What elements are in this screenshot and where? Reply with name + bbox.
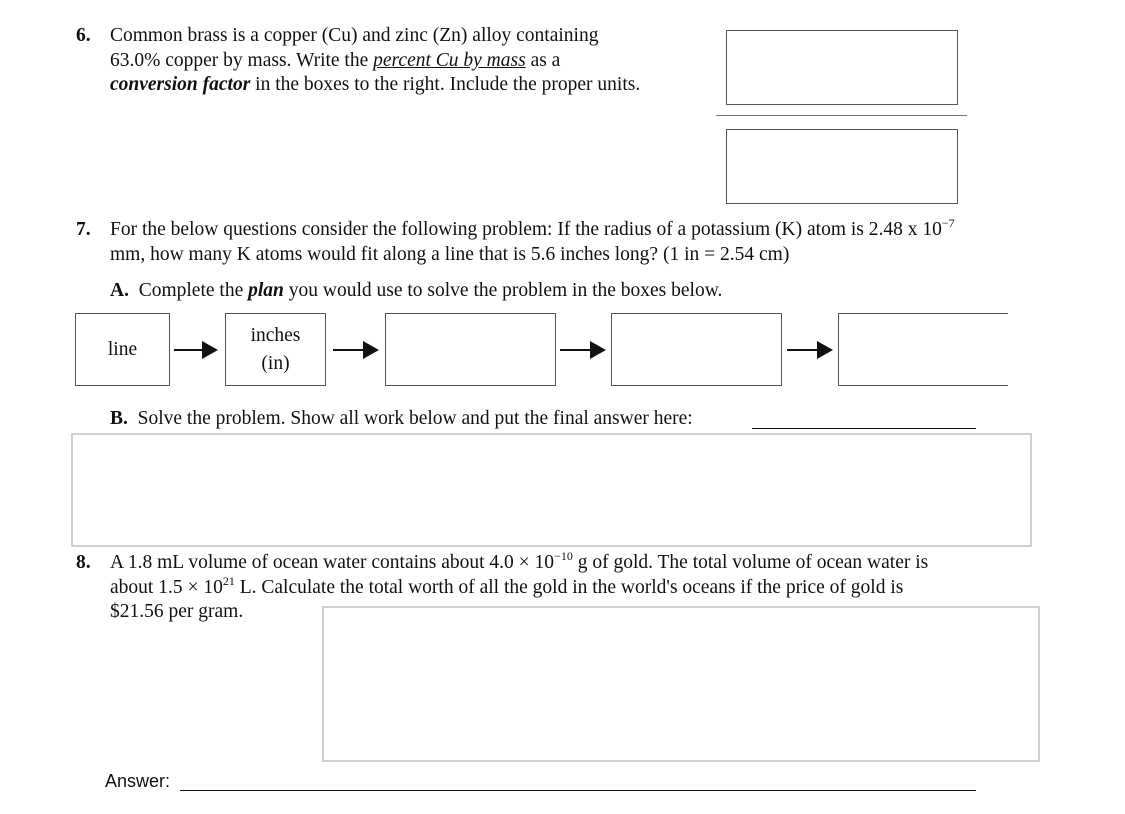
q7-line1: For the below questions consider the following problem: If the radius of a potassium (K) atom is 2.48 x $10^{-7}$ [110,216,955,240]
q8-answer-line[interactable] [180,790,976,791]
q7-part-b: B. Solve the problem. Show all work below and put the final answer here: [110,408,693,429]
plan-box-blank-1[interactable] [385,313,556,386]
q8-exponent-2: 21 [222,574,235,588]
plan-box-inches [225,313,326,386]
q7-line2: mm, how many K atoms would fit along a line that is 5.6 inches long? (1 in = 2.54 cm) [110,244,790,265]
q7-part-b-letter: B. [110,408,128,429]
arrow-icon [787,341,833,359]
plan-box-blank-3[interactable] [838,313,1008,386]
plan-box-inches-line2: (in) [261,352,290,374]
q8-answer-label: Answer: [105,771,171,791]
q7-final-answer-line[interactable] [752,428,976,429]
arrow-icon [174,341,218,359]
q7-part-a-emphasis: plan [248,280,284,301]
plan-box-blank-2[interactable] [611,313,782,386]
plan-box-line-label: line [107,338,138,360]
arrow-icon [333,341,379,359]
plan-box-line [75,313,170,386]
q6-line2: 63.0% copper by mass. Write the percent Cu by mass as a [110,50,561,71]
q8-exponent-1: −10 [554,549,573,563]
q7-work-area[interactable] [71,433,1032,547]
q8-line1: A 1.8 mL volume of ocean water contains about $4.0 \times 10^{-10}$ g of gold. The total volume of ocean water is [110,549,929,573]
q6-denominator-box[interactable] [726,129,958,204]
q8-line2: about $1.5 \times 10^{21}$ L. Calculate the total worth of all the gold in the world's oceans if the price of gold is [110,574,904,598]
q7-part-a-letter: A. [110,280,129,301]
q6-line3: conversion factor in the boxes to the right. Include the proper units. [110,74,641,95]
q6-fraction-bar [716,115,967,116]
q6-numerator-box[interactable] [726,30,958,105]
q7-exponent: −7 [941,216,955,230]
q6-line1: Common brass is a copper (Cu) and zinc (Zn) alloy containing [110,25,599,46]
q6-number: 6. [76,25,91,46]
q8-number: 8. [76,552,91,573]
plan-box-inches-line1: inches [250,324,301,346]
arrow-icon [560,341,606,359]
q8-work-area[interactable] [322,606,1040,762]
q6-emphasis-conversion: conversion factor [110,74,251,95]
q8-line3: $21.56 per gram. [110,601,244,622]
q7-part-a: A. Complete the plan you would use to solve the problem in the boxes below. [110,280,723,301]
q7-number: 7. [76,219,91,240]
q6-emphasis-percent: percent Cu by mass [373,50,526,71]
